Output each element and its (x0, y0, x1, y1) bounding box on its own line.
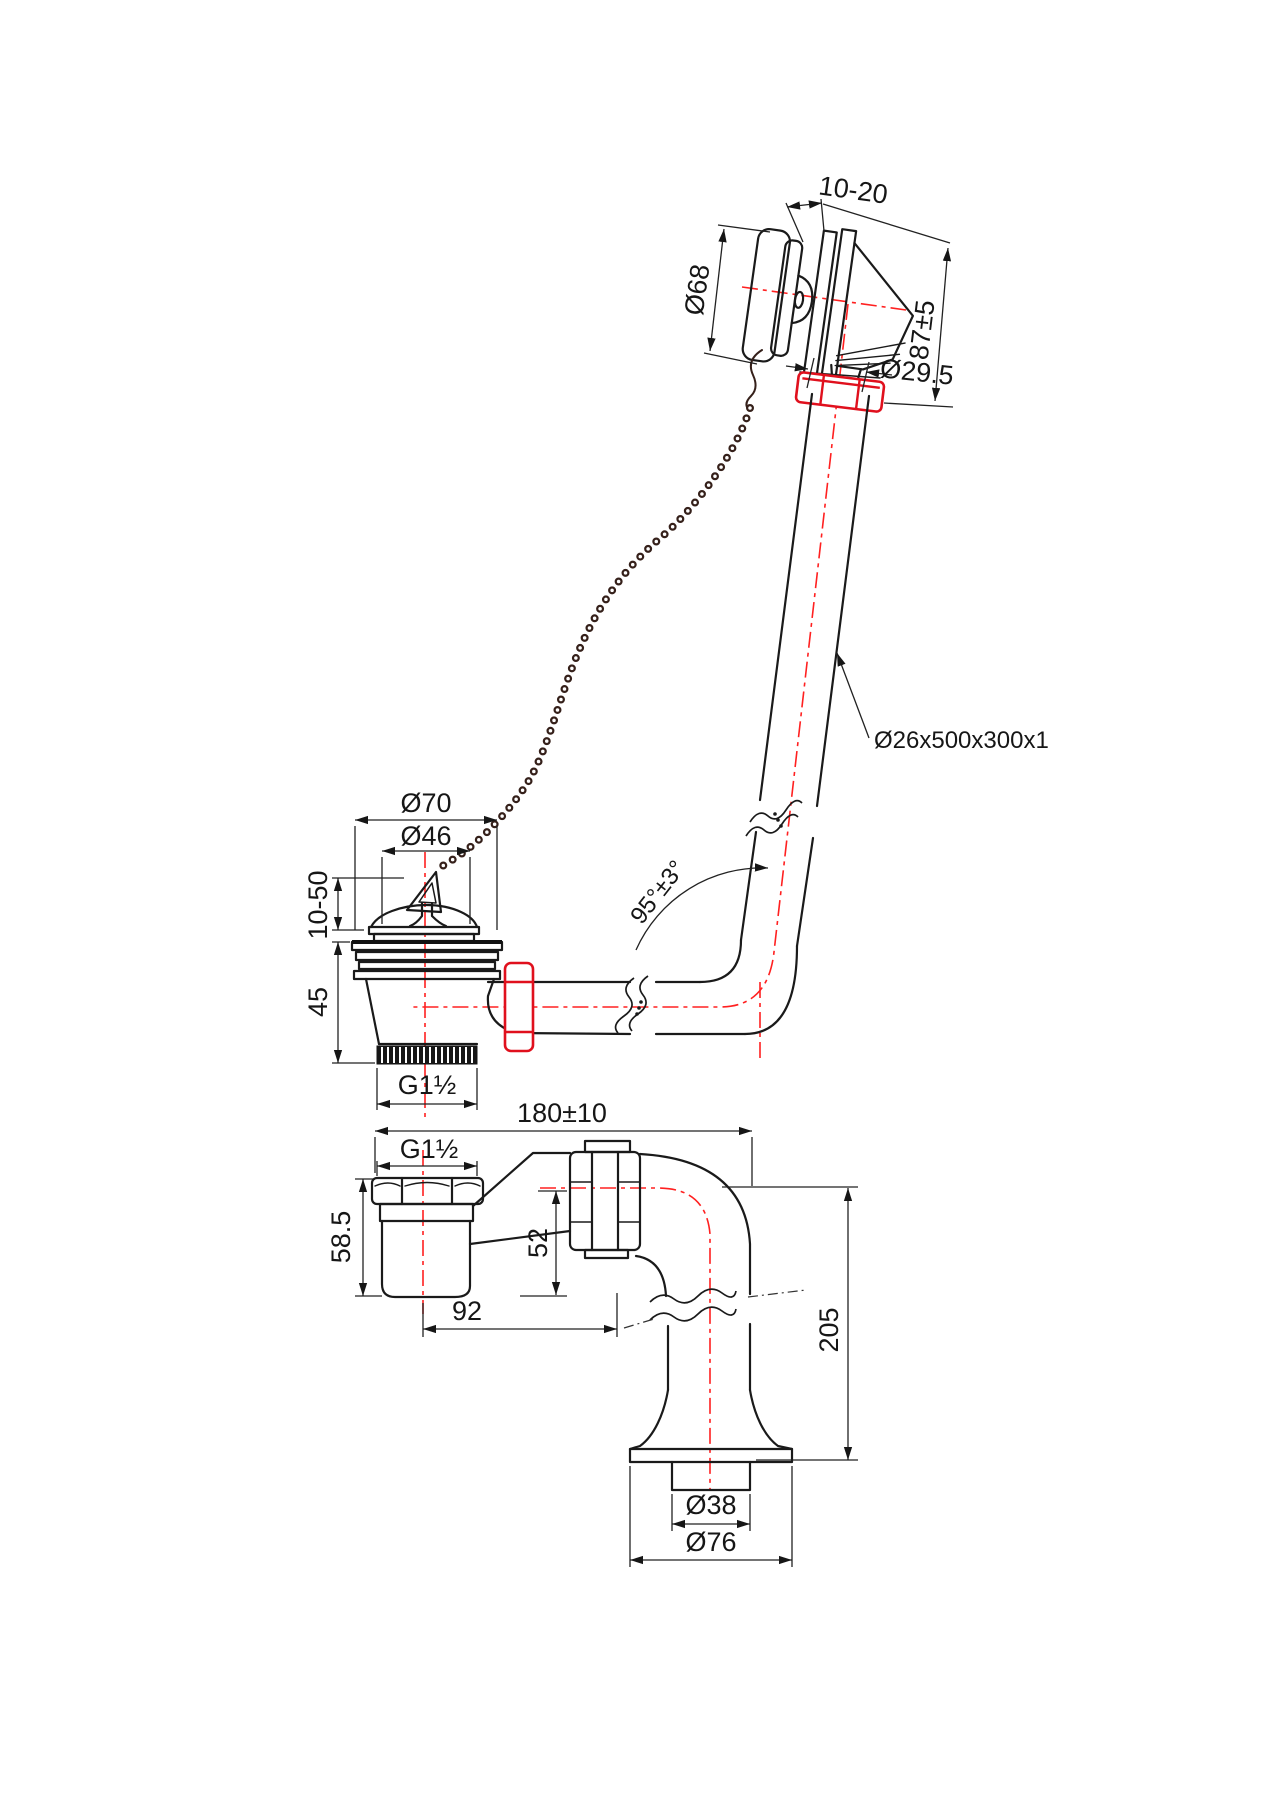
dim-waste-plug-range: 10-50 (303, 870, 333, 940)
dim-trap-thread: G1½ (399, 1134, 459, 1164)
dim-trap-offset: 92 (451, 1296, 483, 1326)
dim-trap-depth: 52 (523, 1227, 553, 1259)
dim-overflow-gap: 10-20 (816, 170, 890, 210)
pipe-spec-label: Ø26x500x300x1 (874, 727, 1049, 754)
dim-trap-flange-dia: Ø76 (685, 1527, 737, 1557)
dim-waste-thread: G1½ (397, 1070, 457, 1100)
dim-trap-inlet-height: 58.5 (326, 1210, 356, 1264)
dim-overflow-flange-dia: Ø68 (678, 262, 716, 318)
dim-overflow-outlet-dia: Ø29.5 (878, 353, 956, 391)
dim-trap-outlet-dia: Ø38 (685, 1490, 737, 1520)
dim-waste-body-height: 45 (303, 986, 333, 1018)
dim-waste-cap-dia: Ø70 (400, 788, 452, 818)
dim-overflow-height: 87±5 (903, 298, 941, 362)
waste-coupling-nut (505, 963, 533, 1051)
dim-trap-tail-height: 205 (814, 1307, 844, 1353)
dim-trap-length: 180±10 (517, 1098, 607, 1128)
waste-thread (377, 1046, 477, 1064)
angle-label: 95°±3° (625, 855, 692, 930)
dim-waste-plug-dia: Ø46 (400, 821, 452, 851)
